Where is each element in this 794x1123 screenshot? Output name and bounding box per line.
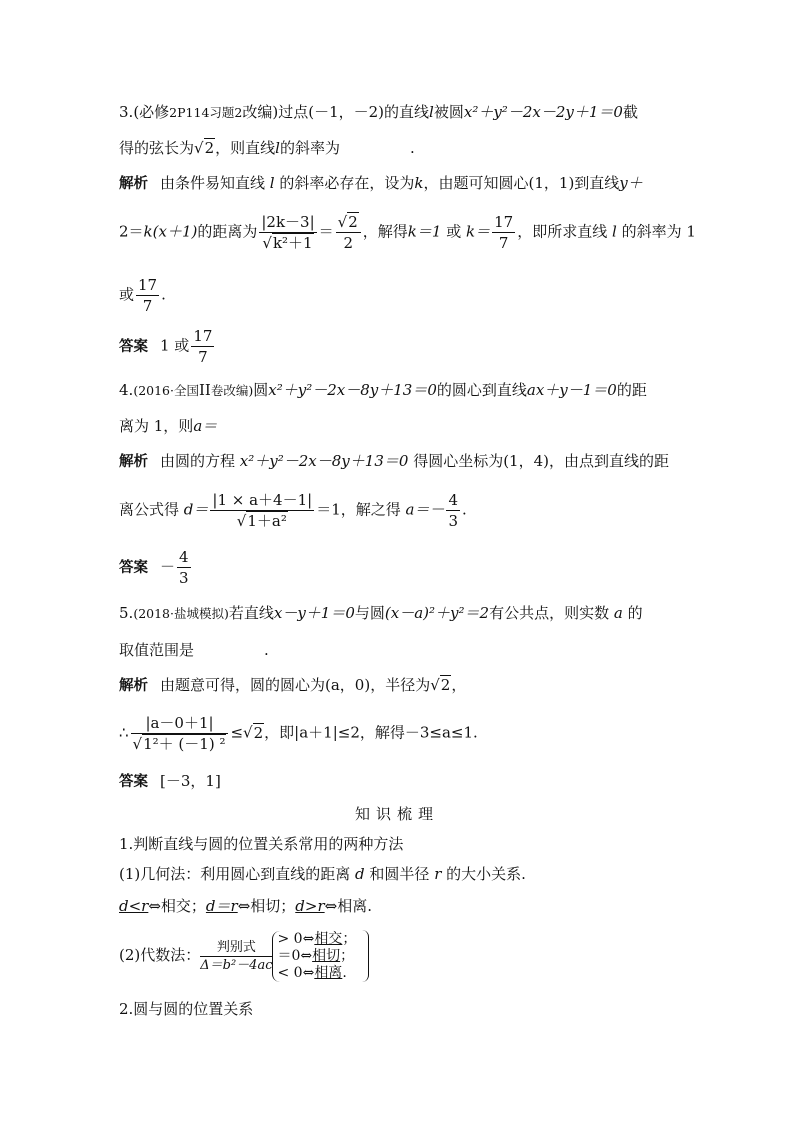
problem-3-solution-line-3: 或 $\frac{17}{7}$ . xyxy=(119,276,166,315)
fraction: $\frac{4}{3}$ xyxy=(448,491,459,530)
discriminant-arrow: 判别式 Δ＝b²－4ac xyxy=(200,939,273,973)
problem-3-solution-line-2: 2＝k(x＋1)的距离为 $\frac{|2k-3|}{\text{√k²＋1}}$ ＝ $\frac{√2}{2}$ ，解得k＝1 或 k＝ $\frac{17}{7}$ ，即所求直线 l 的斜率为 1 xyxy=(119,213,696,252)
knowledge-item-1-title: 1.判断直线与圆的位置关系常用的两种方法 xyxy=(119,835,404,853)
answer-label: 答案 xyxy=(119,774,148,790)
solution-label: 解析 xyxy=(119,454,148,470)
problem-3-question-line-1: 3.(必修2P114习题2改编)过点(－1，－2)的直线l被圆x²＋y²－2x－2y＋1＝0截 xyxy=(119,103,638,121)
solution-label: 解析 xyxy=(119,678,148,694)
fraction: $\frac{4}{3}$ xyxy=(179,548,189,587)
fraction: $\frac{|a-0+1|}{\text{√1²＋ (－1) ²}}$ xyxy=(131,713,229,754)
problem-4-solution-line-2: 离公式得 d＝ $\frac{|1 \times a+4-1|}{\text{√1＋a²}}$ ＝1，解之得 a＝－ $\frac{4}{3}$ . xyxy=(119,491,467,530)
fraction: $\frac{|1 \times a+4-1|}{\text{√1＋a²}}$ xyxy=(212,491,313,530)
problem-5-solution-line-2: ∴ $\frac{|a-0+1|}{\text{√1²＋ (－1) ²}}$ ≤√2，即|a＋1|≤2，解得－3≤a≤1. xyxy=(119,714,478,753)
case-brace-right xyxy=(362,930,369,982)
knowledge-geometric-method: (1)几何法：利用圆心到直线的距离 d 和圆半径 r 的大小关系. xyxy=(119,865,526,883)
problem-5-question-line-2: 取值范围是 . xyxy=(119,641,269,659)
knowledge-item-2-title: 2.圆与圆的位置关系 xyxy=(119,1000,254,1018)
problem-3-solution-line-1: 解析 由条件易知直线 l 的斜率必存在，设为k，由题可知圆心(1，1)到直线y＋ xyxy=(119,174,643,192)
problem-5-answer: 答案 [－3，1] xyxy=(119,772,221,790)
problem-5-solution-line-1: 解析 由题意可得，圆的圆心为(a，0)，半径为√2， xyxy=(119,676,467,694)
problem-3-question-line-2: 得的弦长为√2，则直线l的斜率为 . xyxy=(119,139,415,157)
knowledge-algebraic-method: (2)代数法： 判别式 Δ＝b²－4ac > 0⇔相交； ＝0⇔相切； < 0⇔相离. xyxy=(119,930,724,982)
knowledge-heading: 知识梳理 xyxy=(354,805,439,823)
problem-5-question-line-1: 5.(2018·盐城模拟)若直线x－y＋1＝0与圆(x－a)²＋y²＝2有公共点，则实数 a 的 xyxy=(119,604,643,622)
answer-label: 答案 xyxy=(119,338,148,355)
problem-4-solution-line-1: 解析 由圆的方程 x²＋y²－2x－8y＋13＝0 得圆心坐标为(1，4)，由点到直线的距 xyxy=(119,452,669,470)
answer-label: 答案 xyxy=(119,559,148,576)
problem-4-question-line-1: 4.(2016·全国II卷改编)圆x²＋y²－2x－8y＋13＝0的圆心到直线ax＋y－1＝0的距 xyxy=(119,381,647,399)
fraction: $\frac{√2}{2}$ xyxy=(336,212,361,253)
fraction: $\frac{|2k-3|}{\text{√k²＋1}}$ xyxy=(261,213,315,252)
knowledge-relations: d<r⇔相交；d＝r⇔相切；d>r⇔相离. xyxy=(119,897,372,915)
fraction: $\frac{17}{7}$ xyxy=(138,276,158,315)
solution-label: 解析 xyxy=(119,176,148,192)
fraction: $\frac{17}{7}$ xyxy=(193,327,213,366)
problem-4-question-line-2: 离为 1，则a＝ xyxy=(119,417,218,435)
case-brace: > 0⇔相交； ＝0⇔相切； < 0⇔相离. xyxy=(272,931,356,982)
problem-4-answer: 答案 － $\frac{4}{3}$ xyxy=(119,548,189,587)
problem-3-answer: 答案 1 或 $\frac{17}{7}$ xyxy=(119,327,213,366)
fraction: $\frac{17}{7}$ xyxy=(494,213,514,252)
